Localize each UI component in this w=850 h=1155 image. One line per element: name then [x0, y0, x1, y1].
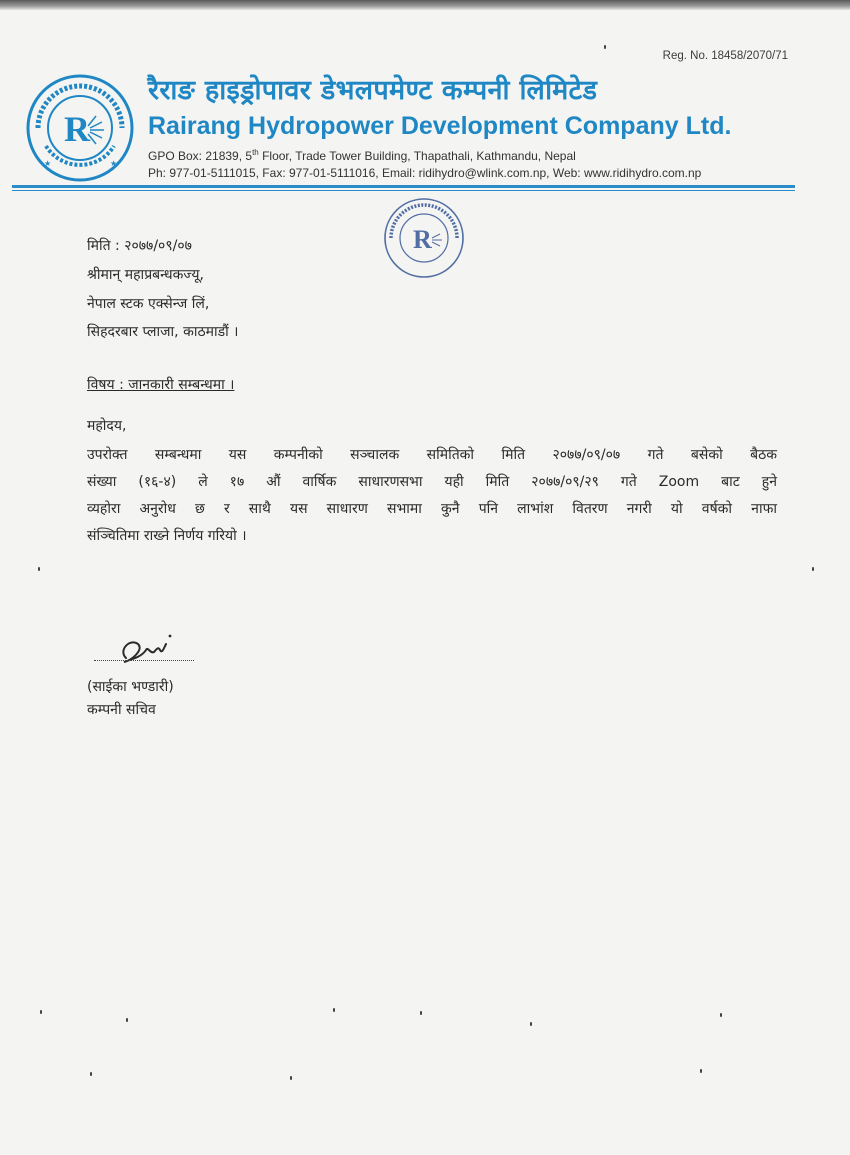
recipient-line: सिहदरबार प्लाजा, काठमाडौं ।	[87, 324, 239, 340]
letter-date: मिति : २०७७/०९/०७	[87, 238, 192, 254]
body-line: व्यहोरा अनुरोध छ र साथै यस साधारण सभामा कुनै पनि लाभांश वितरण नगरी यो वर्षको नाफा	[87, 501, 777, 517]
scan-speck	[290, 1076, 292, 1080]
recipient-line: श्रीमान् महाप्रबन्धकज्यू,	[87, 267, 204, 283]
svg-text:★: ★	[44, 159, 52, 168]
address-sup: th	[252, 148, 259, 157]
scan-speck	[126, 1018, 128, 1022]
scan-speck	[333, 1008, 335, 1012]
recipient-line: नेपाल स्टक एक्सेन्ज लिं,	[87, 296, 210, 312]
svg-text:★: ★	[110, 159, 118, 168]
company-contact: Ph: 977-01-5111015, Fax: 977-01-5111016, Email: ridihydro@wlink.com.np, Web: www.ridihydro.com.np	[148, 166, 702, 180]
scan-speck	[604, 45, 606, 49]
company-address	[148, 148, 576, 163]
letter-salutation: महोदय,	[87, 418, 127, 434]
body-line: संञ्चितिमा राख्ने निर्णय गरियो ।	[87, 528, 247, 544]
registration-number: Reg. No. 18458/2070/71	[662, 50, 788, 62]
svg-text:R: R	[64, 109, 90, 149]
letter-subject: विषय : जानकारी सम्बन्धमा ।	[87, 377, 235, 393]
body-line: संख्या (१६-४) ले १७ औं वार्षिक साधारणसभा यही मिति २०७७/०९/२९ गते Zoom बाट हुने	[87, 474, 777, 490]
company-name-english: Rairang Hydropower Development Company Ltd.	[148, 112, 732, 140]
signatory-name: (साईका भण्डारी)	[87, 679, 174, 695]
address-pre: GPO Box: 21839, 5	[148, 149, 253, 163]
scan-speck	[420, 1011, 422, 1015]
company-name-nepali: रैराङ हाइड्रोपावर डेभलपमेण्ट कम्पनी लिमिटेड	[148, 75, 598, 106]
signatory-title: कम्पनी सचिव	[87, 702, 156, 718]
scan-speck	[40, 1010, 42, 1014]
company-seal-icon	[24, 72, 136, 184]
scan-speck	[90, 1072, 92, 1076]
letterhead-rule-thin	[12, 190, 795, 191]
scan-speck	[530, 1022, 532, 1026]
svg-text:R: R	[413, 225, 432, 254]
letter-body	[87, 442, 777, 550]
letterhead-rule	[12, 185, 795, 188]
company-stamp-icon	[382, 196, 466, 280]
scan-speck	[812, 567, 814, 571]
signature-icon	[112, 628, 182, 670]
scan-speck	[720, 1013, 722, 1017]
body-line: उपरोक्त सम्बन्धमा यस कम्पनीको सञ्चालक समितिको मिति २०७७/०९/०७ गते बसेको बैठक	[87, 447, 777, 463]
scan-speck	[700, 1069, 702, 1073]
address-post: Floor, Trade Tower Building, Thapathali, Kathmandu, Nepal	[258, 149, 576, 163]
signature-line	[94, 660, 194, 661]
scan-speck	[38, 567, 40, 571]
